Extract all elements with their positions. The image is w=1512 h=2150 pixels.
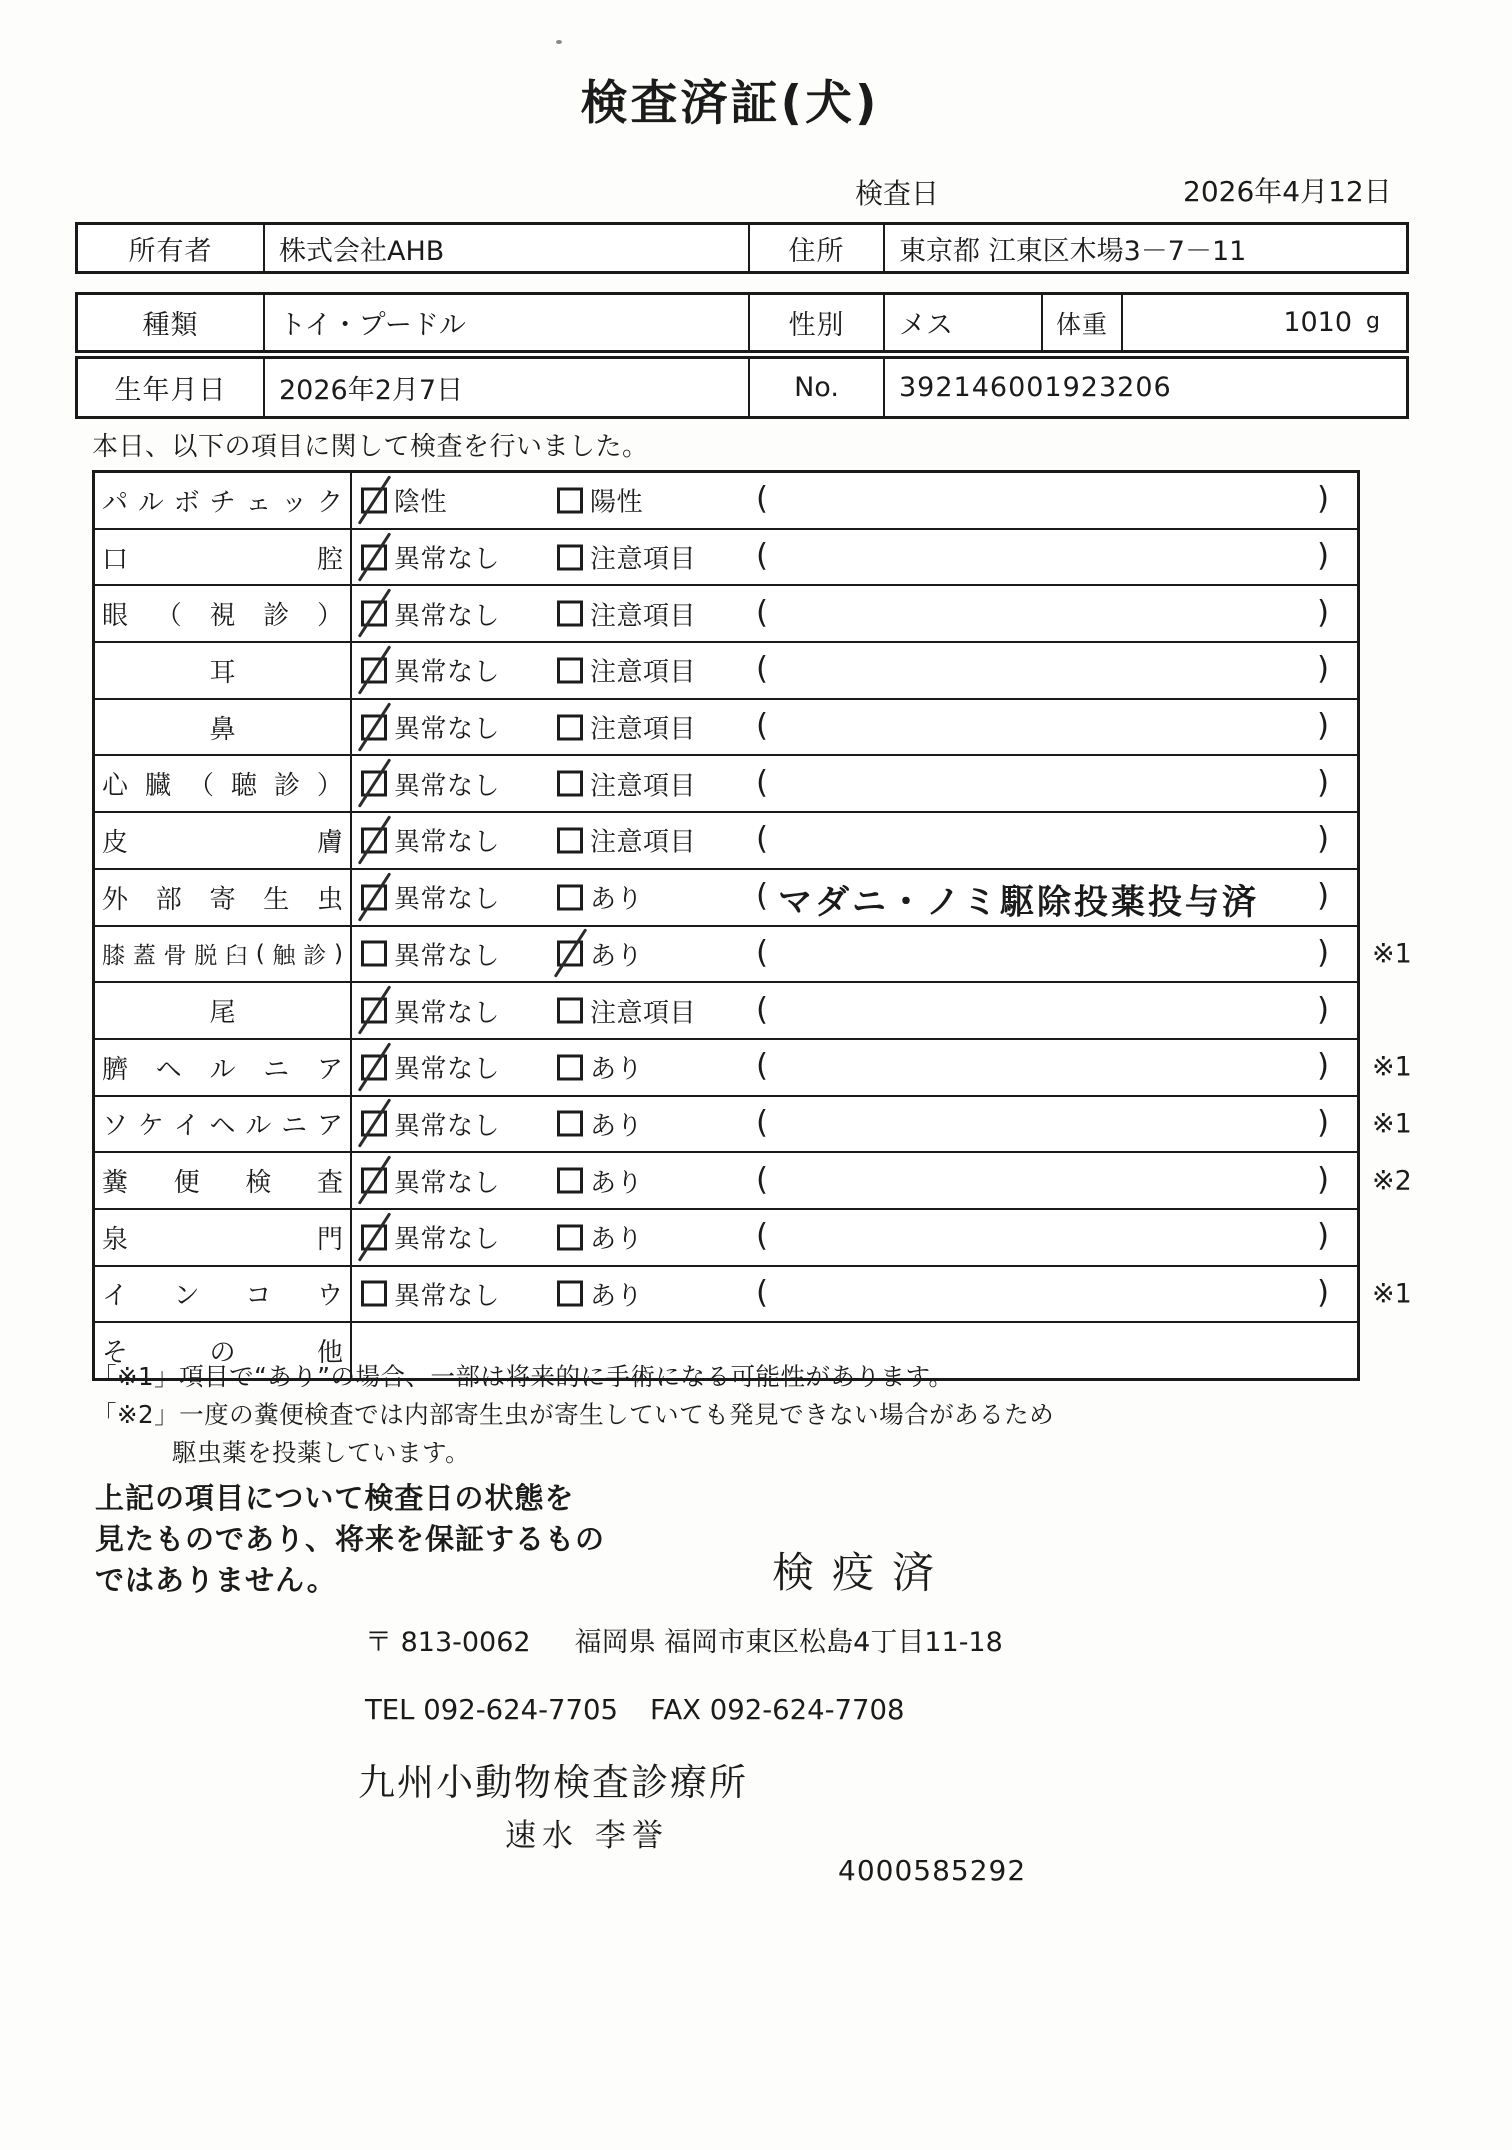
checklist-item-label: 糞 便 検 査 xyxy=(95,1153,352,1208)
checklist-row-content xyxy=(352,1210,1357,1265)
footnote-marker: ※2 xyxy=(1372,1165,1412,1197)
paren-close: ) xyxy=(1317,537,1330,574)
paren-close: ) xyxy=(1317,1047,1330,1084)
checkbox-2[interactable] xyxy=(557,544,583,570)
option1-label: 異常なし xyxy=(394,1054,501,1085)
birthdate-value: 2026年2月7日 xyxy=(263,359,748,416)
checkmark-slash xyxy=(358,645,392,694)
checklist-item-label: 心 臓 （ 聴 診 ） xyxy=(95,756,352,811)
option2-label: 注意項目 xyxy=(590,771,697,802)
checkbox-2[interactable] xyxy=(557,657,583,683)
option1-label: 異常なし xyxy=(394,941,501,972)
checklist-item-label: 外 部 寄 生 虫 xyxy=(95,870,352,925)
clinic-address: 福岡県 福岡市東区松島4丁目11-18 xyxy=(574,1627,1003,1658)
paren-close: ) xyxy=(1317,934,1330,971)
option1-label: 異常なし xyxy=(394,601,501,632)
clinic-name: 九州小動物検査診療所 xyxy=(358,1761,748,1804)
inspection-date-label: 検査日 xyxy=(855,177,940,210)
option1-label: 異常なし xyxy=(394,714,501,745)
paren-close: ) xyxy=(1317,1274,1330,1311)
paren-open: ( xyxy=(756,1047,769,1084)
option2-label: あり xyxy=(590,1224,644,1255)
paren-open: ( xyxy=(756,934,769,971)
intro-text: 本日、以下の項目に関して検査を行いました。 xyxy=(92,432,649,462)
weight-unit: g xyxy=(1366,309,1380,334)
checklist-row-content xyxy=(352,473,1357,528)
option1-label: 陰性 xyxy=(394,487,448,518)
option1-label: 異常なし xyxy=(394,998,501,1029)
paren-close: ) xyxy=(1317,1161,1330,1198)
breed-label: 種類 xyxy=(142,310,199,341)
disclaimer-line-1: 上記の項目について検査日の状態を xyxy=(95,1481,575,1515)
checklist-row-content xyxy=(352,756,1357,811)
option2-label: 注意項目 xyxy=(590,657,697,688)
paren-open: ( xyxy=(756,1274,769,1311)
clinic-address-line xyxy=(365,1620,1003,1659)
checkbox-1[interactable] xyxy=(361,714,387,740)
option2-label: 陽性 xyxy=(590,487,644,518)
disclaimer-statement xyxy=(95,1478,605,1601)
checkbox-1[interactable] xyxy=(361,601,387,627)
address-value: 東京都 江東区木場3－7－11 xyxy=(883,225,1406,271)
paren-open: ( xyxy=(756,821,769,858)
checklist-row xyxy=(95,473,1357,528)
checklist-item-label: 膝 蓋 骨 脱 臼 ( 触 診 ) xyxy=(95,927,352,982)
footnote-marker: ※1 xyxy=(1372,1051,1412,1083)
checkmark-slash xyxy=(358,1212,392,1261)
checkbox-1[interactable] xyxy=(361,998,387,1024)
paren-close: ) xyxy=(1317,650,1330,687)
checklist-row xyxy=(95,641,1357,698)
paren-open: ( xyxy=(756,1161,769,1198)
disclaimer-line-2: 見たものであり、将来を保証するもの xyxy=(95,1522,606,1556)
checkmark-slash xyxy=(358,815,392,864)
tel-number: TEL 092-624-7705 xyxy=(365,1694,619,1726)
paren-open: ( xyxy=(756,594,769,631)
checklist-table xyxy=(92,470,1412,1381)
checklist-item-label: 鼻 xyxy=(95,700,352,755)
paren-close: ) xyxy=(1317,594,1330,631)
checklist-row-content xyxy=(352,643,1357,698)
examiner-name: 速水 李誉 xyxy=(505,1818,669,1854)
paren-close: ) xyxy=(1317,877,1330,914)
checkbox-2[interactable] xyxy=(557,714,583,740)
option2-label: 注意項目 xyxy=(590,714,697,745)
checkmark-slash xyxy=(358,588,392,637)
checkmark-slash xyxy=(358,1155,392,1204)
option1-label: 異常なし xyxy=(394,827,501,858)
checklist-row xyxy=(95,698,1357,755)
checkbox-1[interactable] xyxy=(361,1281,387,1307)
checkbox-1[interactable] xyxy=(361,1111,387,1137)
scan-artifact xyxy=(556,40,562,44)
postal-code: 〒 813-0062 xyxy=(365,1627,531,1658)
paren-open: ( xyxy=(756,707,769,744)
paren-open: ( xyxy=(756,650,769,687)
option2-label: あり xyxy=(590,884,644,915)
option2-label: あり xyxy=(590,941,644,972)
checklist-row xyxy=(95,868,1357,925)
no-value: 392146001923206 xyxy=(883,359,1406,416)
checkmark-slash xyxy=(358,1099,392,1148)
checkmark-slash xyxy=(358,759,392,808)
checklist-item-label: そ の 他 xyxy=(95,1323,352,1378)
option2-label: 注意項目 xyxy=(590,827,697,858)
clinic-phone-line xyxy=(365,1694,905,1726)
footnote-marker: ※1 xyxy=(1372,1108,1412,1140)
checklist-row-content xyxy=(352,586,1357,641)
disclaimer-line-3: ではありません。 xyxy=(95,1563,337,1597)
fax-number: FAX 092-624-7708 xyxy=(650,1694,905,1726)
checklist-row xyxy=(95,754,1357,811)
checklist-row-content xyxy=(352,1040,1357,1095)
option1-label: 異常なし xyxy=(394,657,501,688)
checkbox-2[interactable] xyxy=(557,1224,583,1250)
checkbox-1[interactable] xyxy=(361,487,387,513)
checklist-item-label: パ ル ボ チ ェ ッ ク xyxy=(95,473,352,528)
checklist-row xyxy=(95,925,1412,982)
checkmark-slash xyxy=(358,985,392,1034)
checklist-row xyxy=(95,1095,1412,1152)
option1-label: 異常なし xyxy=(394,884,501,915)
checklist-row xyxy=(95,1208,1357,1265)
owner-label: 所有者 xyxy=(128,235,213,267)
checklist-item-label: 皮 膚 xyxy=(95,813,352,868)
checkbox-2[interactable] xyxy=(557,884,583,910)
checklist-item-label: 臍 ヘ ル ニ ア xyxy=(95,1040,352,1095)
checklist-row xyxy=(95,981,1357,1038)
owner-table xyxy=(75,222,1409,274)
paren-open: ( xyxy=(756,480,769,517)
checkbox-2[interactable] xyxy=(557,1054,583,1080)
address-label: 住所 xyxy=(748,225,883,271)
checkbox-2[interactable] xyxy=(557,1111,583,1137)
checkbox-1[interactable] xyxy=(361,1168,387,1194)
paren-close: ) xyxy=(1317,991,1330,1028)
checklist-row xyxy=(95,1038,1412,1095)
footnote-2: 「※2」一度の糞便検査では内部寄生虫が寄生していても発見できない場合があるため xyxy=(92,1400,1055,1429)
sex-label: 性別 xyxy=(748,295,883,350)
checklist-item-label: 耳 xyxy=(95,643,352,698)
footnote-1: 「※1」項目で“あり”の場合、一部は将来的に手術になる可能性があります。 xyxy=(92,1362,954,1391)
footnote-marker: ※1 xyxy=(1372,938,1412,970)
paren-open: ( xyxy=(756,877,769,914)
option2-label: あり xyxy=(590,1281,644,1312)
checkbox-1[interactable] xyxy=(361,1224,387,1250)
checklist-row xyxy=(95,1151,1412,1208)
option2-label: 注意項目 xyxy=(590,544,697,575)
option1-label: 異常なし xyxy=(394,1224,501,1255)
checklist-row xyxy=(95,528,1357,585)
pet-table-top xyxy=(75,292,1409,353)
birthdate-label: 生年月日 xyxy=(114,375,227,406)
checklist-item-label: イ ン コ ウ xyxy=(95,1267,352,1322)
checkbox-1[interactable] xyxy=(361,657,387,683)
serial-number: 4000585292 xyxy=(838,1854,1027,1887)
sex-value: メス xyxy=(883,295,1041,350)
checklist-row-content xyxy=(352,983,1357,1038)
weight-label: 体重 xyxy=(1041,295,1121,350)
owner-value: 株式会社AHB xyxy=(263,225,748,271)
checkbox-1[interactable] xyxy=(361,884,387,910)
checklist-row-content xyxy=(352,927,1357,982)
option2-label: あり xyxy=(590,1111,644,1142)
paren-open: ( xyxy=(756,1217,769,1254)
checklist-row-content xyxy=(352,870,1357,925)
paren-close: ) xyxy=(1317,1104,1330,1141)
checkbox-1[interactable] xyxy=(361,827,387,853)
paren-open: ( xyxy=(756,764,769,801)
option1-label: 異常なし xyxy=(394,1111,501,1142)
checkmark-slash xyxy=(358,872,392,921)
checklist-row-content xyxy=(352,1153,1357,1208)
checklist-item-label: 尾 xyxy=(95,983,352,1038)
option1-label: 異常なし xyxy=(394,1168,501,1199)
option2-label: 注意項目 xyxy=(590,998,697,1029)
paren-open: ( xyxy=(756,537,769,574)
checkbox-1[interactable] xyxy=(361,544,387,570)
checklist-item-label: 口 腔 xyxy=(95,530,352,585)
option2-label: 注意項目 xyxy=(590,601,697,632)
option1-label: 異常なし xyxy=(394,771,501,802)
checklist-row-content xyxy=(352,530,1357,585)
checkbox-1[interactable] xyxy=(361,771,387,797)
checkbox-2[interactable] xyxy=(557,771,583,797)
checkmark-slash xyxy=(358,1042,392,1091)
no-label: No. xyxy=(748,359,883,416)
page-title: 検査済証(犬) xyxy=(580,76,880,131)
option2-label: あり xyxy=(590,1054,644,1085)
checklist-item-label: 眼 （ 視 診 ） xyxy=(95,586,352,641)
checklist-item-label: ソ ケ イ ヘ ル ニ ア xyxy=(95,1097,352,1152)
option1-label: 異常なし xyxy=(394,544,501,575)
checkbox-1[interactable] xyxy=(361,941,387,967)
checkbox-1[interactable] xyxy=(361,1054,387,1080)
checklist-row-content xyxy=(352,1097,1357,1152)
breed-value: トイ・プードル xyxy=(263,295,748,350)
checkbox-2[interactable] xyxy=(557,1281,583,1307)
checkbox-2[interactable] xyxy=(557,601,583,627)
checkbox-2[interactable] xyxy=(557,487,583,513)
paren-close: ) xyxy=(1317,764,1330,801)
pet-table-bottom xyxy=(75,356,1409,419)
checkmark-slash xyxy=(554,929,588,978)
checklist-row xyxy=(95,584,1357,641)
checkbox-2[interactable] xyxy=(557,1168,583,1194)
footnote-marker: ※1 xyxy=(1372,1278,1412,1310)
paren-open: ( xyxy=(756,991,769,1028)
paren-close: ) xyxy=(1317,707,1330,744)
paren-note: マダニ・ノミ駆除投薬投与済 xyxy=(778,882,1259,923)
checkmark-slash xyxy=(358,702,392,751)
paren-close: ) xyxy=(1317,821,1330,858)
paren-close: ) xyxy=(1317,1217,1330,1254)
checklist-row-content xyxy=(352,1267,1357,1322)
footnote-2-cont: 駆虫薬を投薬しています。 xyxy=(172,1438,471,1467)
checklist-row xyxy=(95,811,1357,868)
checkbox-2[interactable] xyxy=(557,827,583,853)
checkbox-2[interactable] xyxy=(557,941,583,967)
paren-open: ( xyxy=(756,1104,769,1141)
checklist-item-label: 泉 門 xyxy=(95,1210,352,1265)
checkmark-slash xyxy=(358,475,392,524)
checklist-row-content xyxy=(352,813,1357,868)
inspection-date-value: 2026年4月12日 xyxy=(1183,175,1392,208)
checklist-row xyxy=(95,1265,1412,1322)
paren-close: ) xyxy=(1317,480,1330,517)
checkbox-2[interactable] xyxy=(557,998,583,1024)
quarantine-stamp: 検疫済 xyxy=(772,1548,953,1597)
option2-label: あり xyxy=(590,1168,644,1199)
option1-label: 異常なし xyxy=(394,1281,501,1312)
checkmark-slash xyxy=(358,532,392,581)
weight-value: 1010 xyxy=(1283,307,1353,338)
checklist-row-content xyxy=(352,700,1357,755)
